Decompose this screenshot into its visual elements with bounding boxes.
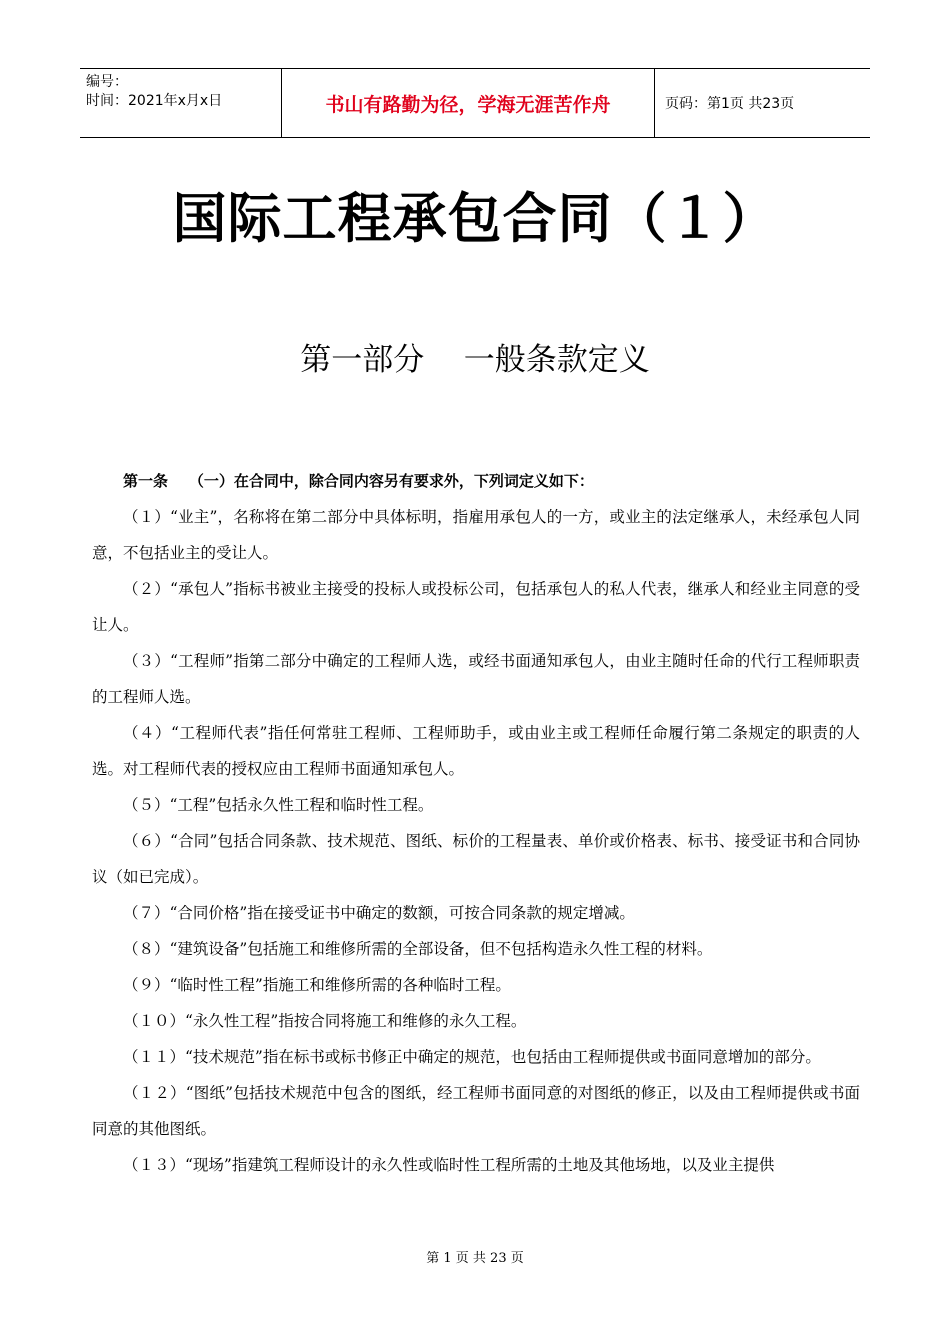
document-date-label: 时间：2021年x月x日 (86, 93, 223, 109)
definition-paragraph: （１３）“现场”指建筑工程师设计的永久性或临时性工程所需的土地及其他场地，以及业主提供 (123, 1156, 775, 1174)
definition-paragraph: （４）“工程师代表”指任何常驻工程师、工程师助手，或由业主或工程师任命履行第二条规定的职责的人选。对工程师代表的授权应由工程师书面通知承包人。 (92, 724, 860, 778)
document-number-label: 编号： (86, 74, 128, 90)
definition-paragraph: （１１）“技术规范”指在标书或标书修正中确定的规范，也包括由工程师提供或书面同意增加的部分。 (123, 1048, 821, 1066)
definition-paragraph: （２）“承包人”指标书被业主接受的投标人或投标公司，包括承包人的私人代表，继承人和经业主同意的受让人。 (92, 580, 860, 634)
header-motto: 书山有路勤为径，学海无涯苦作舟 (282, 69, 655, 137)
definition-paragraph: （１０）“永久性工程”指按合同将施工和维修的永久工程。 (123, 1012, 527, 1030)
header-meta-cell (80, 69, 282, 137)
document-body (92, 463, 860, 1183)
header-page-info: 页码：第1页 共23页 (665, 96, 795, 112)
article-lead: 第一条 （一）在合同中，除合同内容另有要求外，下列词定义如下： (123, 472, 594, 490)
definition-paragraph: （３）“工程师”指第二部分中确定的工程师人选，或经书面通知承包人，由业主随时任命的代行工程师职责的工程师人选。 (92, 652, 860, 706)
definition-paragraph: （５）“工程”包括永久性工程和临时性工程。 (123, 796, 434, 814)
definition-paragraph: （６）“合同”包括合同条款、技术规范、图纸、标价的工程量表、单价或价格表、标书、接受证书和合同协议（如已完成）。 (92, 832, 860, 886)
page-footer: 第 1 页 共 23 页 (426, 1251, 524, 1266)
document-title: 国际工程承包合同（１） (172, 187, 778, 250)
definition-paragraph: （７）“合同价格”指在接受证书中确定的数额，可按合同条款的规定增减。 (123, 904, 635, 922)
section-heading: 第一部分 一般条款定义 (300, 342, 650, 378)
definition-paragraph: （１）“业主”，名称将在第二部分中具体标明，指雇用承包人的一方，或业主的法定继承人，未经承包人同意，不包括业主的受让人。 (92, 508, 860, 562)
definition-paragraph: （８）“建筑设备”包括施工和维修所需的全部设备，但不包括构造永久性工程的材料。 (123, 940, 713, 958)
definition-paragraph: （１２）“图纸”包括技术规范中包含的图纸，经工程师书面同意的对图纸的修正，以及由工程师提供或书面同意的其他图纸。 (92, 1084, 860, 1138)
page-header-table (80, 68, 870, 138)
definition-paragraph: （９）“临时性工程”指施工和维修所需的各种临时工程。 (123, 976, 511, 994)
